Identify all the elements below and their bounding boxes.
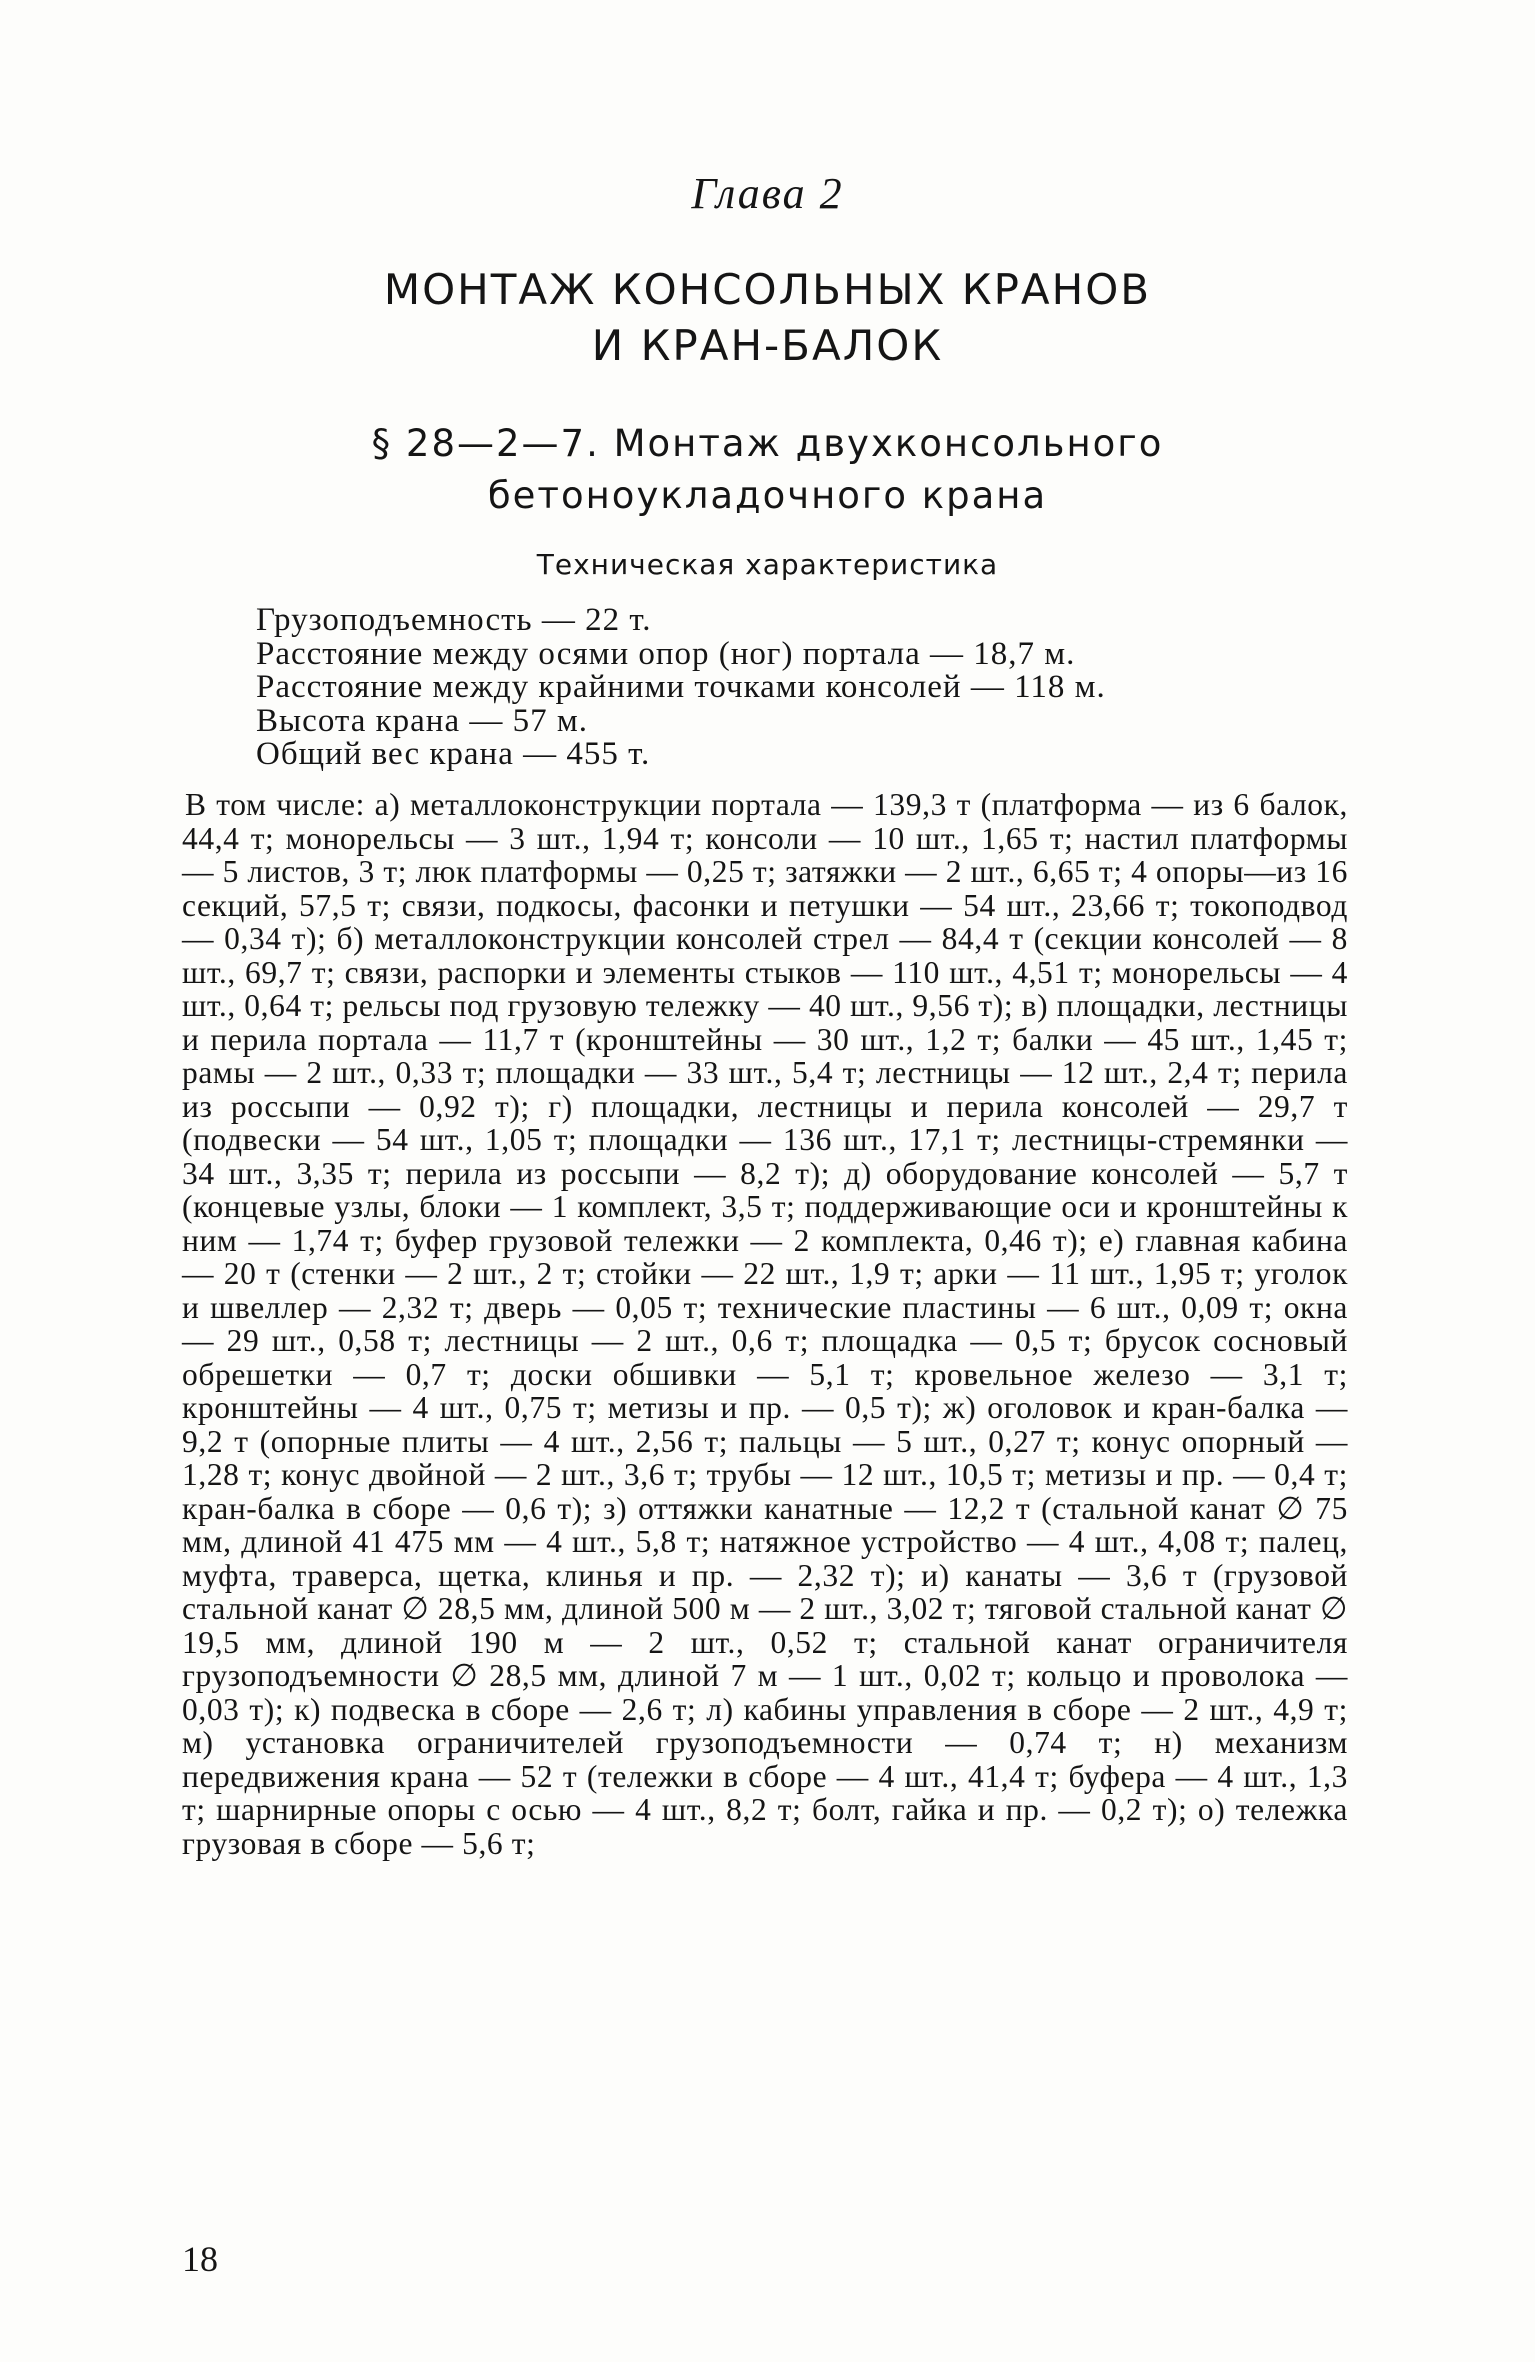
chapter-title-line-2: И КРАН-БАЛОК — [591, 321, 944, 370]
body-paragraph: В том числе: а) металлоконструкции портала — 139,3 т (платформа — из 6 балок, 44,4 т; монорельсы — 3 шт., 1,94 т; консоли — 10 шт., 1,65 т; настил платформы — 5 листов, 3 т; люк платформы — 0,25 т; затяжки — 2 шт., 6,65 т; 4 опоры—из 16 секций, 57,5 т; связи, подкосы, фасонки и петушки — 54 шт., 23,66 т; токоподвод — 0,34 т); б) металлоконструкции консолей стрел — 84,4 т (секции консолей — 8 шт., 69,7 т; связи, распорки и элементы стыков — 110 шт., 4,51 т; монорельсы — 4 шт., 0,64 т; рельсы под грузовую тележку — 40 шт., 9,56 т); в) площадки, лестницы и перила портала — 11,7 т (кронштейны — 30 шт., 1,2 т; балки — 45 шт., 1,45 т; рамы — 2 шт., 0,33 т; площадки — 33 шт., 5,4 т; лестницы — 12 шт., 2,4 т; перила из россыпи — 0,92 т); г) площадки, лестницы и перила консолей — 29,7 т (подвески — 54 шт., 1,05 т; площадки — 136 шт., 17,1 т; лестницы-стремянки — 34 шт., 3,35 т; перила из россыпи — 8,2 т); д) оборудование консолей — 5,7 т (концевые узлы, блоки — 1 комплект, 3,5 т; поддерживающие оси и кронштейны к ним — 1,74 т; буфер грузовой тележки — 2 комплекта, 0,46 т); е) главная кабина — 20 т (стенки — 2 шт., 2 т; стойки — 22 шт., 1,9 т; арки — 11 шт., 1,95 т; уголок и швеллер — 2,32 т; дверь — 0,05 т; технические пластины — 6 шт., 0,09 т; окна — 29 шт., 0,58 т; лестницы — 2 шт., 0,6 т; площадка — 0,5 т; брусок сосновый обрешетки — 0,7 т; доски обшивки — 5,1 т; кровельное железо — 3,1 т; кронштейны — 4 шт., 0,75 т; метизы и пр. — 0,5 т); ж) оголовок и кран-балка — 9,2 т (опорные плиты — 4 шт., 2,56 т; пальцы — 5 шт., 0,27 т; конус опорный — 1,28 т; конус двойной — 2 шт., 3,6 т; трубы — 12 шт., 10,5 т; метизы и пр. — 0,4 т; кран-балка в сборе — 0,6 т); з) оттяжки канатные — 12,2 т (стальной канат ∅ 75 мм, длиной 41 475 мм — 4 шт., 5,8 т; натяжное устройство — 4 шт., 4,08 т; палец, муфта, траверса, щетка, клинья и пр. — 2,32 т); и) канаты — 3,6 т (грузовой стальной канат ∅ 28,5 мм, длиной 500 м — 2 шт., 3,02 т; тяговой стальной канат ∅ 19,5 мм, длиной 190 м — 2 шт., 0,52 т; стальной канат ограничителя грузоподъемности ∅ 28,5 мм, длиной 7 м — 1 шт., 0,02 т; кольцо и проволока — 0,03 т); к) подвеска в сборе — 2,6 т; л) кабины управления в сборе — 2 шт., 4,9 т; м) установка ограничителей грузоподъемности — 0,74 т; н) механизм передвижения крана — 52 т (тележки в сборе — 4 шт., 41,4 т; буфера — 4 шт., 1,3 т; шарнирные опоры с осью — 4 шт., 8,2 т; болт, гайка и пр. — 0,2 т); о) тележка грузовая в сборе — 5,6 т; — [182, 787, 1348, 1861]
chapter-title-line-1: МОНТАЖ КОНСОЛЬНЫХ КРАНОВ — [383, 265, 1152, 314]
spec-item: Грузоподъемность — 22 т. — [256, 602, 652, 638]
section-title — [0, 418, 1535, 522]
specs-list — [256, 604, 1106, 772]
spec-item: Высота крана — 57 м. — [256, 702, 588, 739]
page-number: 18 — [182, 2239, 218, 2279]
specs-heading: Техническая характеристика — [536, 548, 999, 581]
spec-item: Общий вес крана — 455 т. — [256, 736, 651, 772]
chapter-heading: Глава 2 — [691, 169, 844, 218]
section-title-line-2: бетоноукладочного крана — [487, 474, 1048, 517]
section-title-line-1: § 28—2—7. Монтаж двухконсольного — [371, 422, 1164, 465]
spec-item: Расстояние между крайними точками консолей — 118 м. — [256, 669, 1106, 705]
chapter-title — [0, 262, 1535, 374]
spec-item: Расстояние между осями опор (ног) портала — 18,7 м. — [256, 635, 1076, 672]
